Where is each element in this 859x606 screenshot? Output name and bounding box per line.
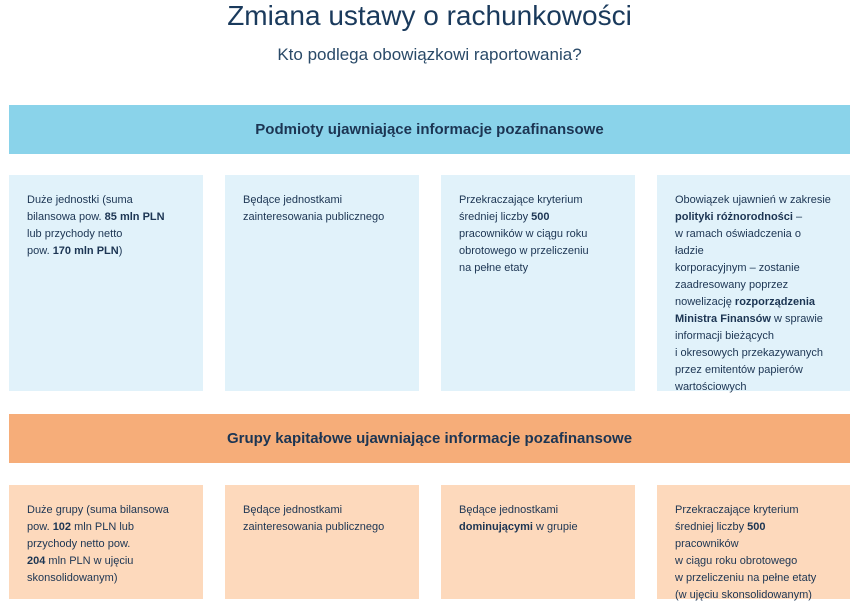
card-text-line: [27, 553, 185, 570]
card-text-line: [243, 519, 401, 536]
group-card-dominant: [441, 485, 635, 599]
card-text-line: [27, 519, 185, 536]
card-text-line: [27, 570, 185, 587]
card-text: bilansowa pow.: [27, 211, 105, 223]
card-text-bold: 170 mln PLN: [52, 245, 119, 257]
card-text: Będące jednostkami: [243, 194, 343, 206]
card-text: Przekraczające kryterium: [675, 504, 799, 516]
section-heading-entities: Podmioty ujawniające informacje pozafinansowe: [9, 105, 850, 154]
card-text-line: [27, 243, 185, 260]
entity-card-large-units: [9, 175, 203, 391]
card-text: Duże grupy (suma bilansowa: [27, 504, 169, 516]
card-text-line: [459, 209, 617, 226]
card-text: pow.: [27, 521, 53, 533]
card-text: Będące jednostkami: [459, 504, 559, 516]
card-text-line: [27, 502, 185, 519]
card-text-bold: dominującymi: [459, 521, 533, 533]
entity-card-employees: [441, 175, 635, 391]
card-text: pow.: [27, 245, 53, 257]
entity-card-public-interest: [225, 175, 419, 391]
section-heading-groups: Grupy kapitałowe ujawniające informacje pozafinansowe: [9, 414, 850, 463]
card-text-bold: Ministra Finansów: [675, 313, 771, 325]
card-text-bold: rozporządzenia: [734, 296, 815, 308]
card-text: w sprawie: [770, 313, 823, 325]
card-text-bold: polityki różnorodności: [675, 211, 793, 223]
card-text: (w ujęciu skonsolidowanym): [675, 589, 812, 601]
card-text-line: [459, 260, 617, 277]
card-text: pracowników: [675, 521, 769, 550]
entity-card-diversity-policy: [657, 175, 850, 391]
card-text-bold: 85 mln PLN: [104, 211, 165, 223]
card-text: korporacyjnym – zostanie: [675, 262, 800, 274]
card-text-line: [459, 502, 617, 519]
card-text: mln PLN lub: [71, 521, 135, 533]
card-text-line: [459, 243, 617, 260]
card-text: w ciągu roku obrotowego: [675, 555, 798, 567]
card-text-line: [675, 328, 832, 345]
page-title: Zmiana ustawy o rachunkowości: [227, 0, 632, 31]
card-text-line: [243, 502, 401, 519]
card-text-line: [675, 209, 832, 226]
card-text: skonsolidowanym): [27, 572, 118, 584]
card-text: zainteresowania publicznego: [243, 521, 385, 533]
card-text-line: [27, 226, 185, 243]
card-text-line: [675, 587, 832, 604]
card-text-line: [675, 519, 832, 553]
card-text: zaadresowany poprzez: [675, 279, 789, 291]
card-text: pracowników w ciągu roku: [459, 228, 588, 240]
card-text: nowelizację: [675, 296, 735, 308]
card-text-line: [243, 209, 401, 226]
card-text-line: [675, 502, 832, 519]
card-text-bold: 500: [747, 521, 766, 533]
card-text-line: [459, 226, 617, 243]
card-text-line: [27, 192, 185, 209]
page-subtitle: Kto podlega obowiązkowi raportowania?: [277, 45, 582, 64]
card-text: informacji bieżących: [675, 330, 775, 342]
card-text-line: [675, 345, 832, 362]
card-text-line: [459, 192, 617, 209]
card-text: średniej liczby: [675, 521, 748, 533]
card-text: i okresowych przekazywanych: [675, 347, 823, 359]
card-text-line: [675, 553, 832, 570]
card-text: średniej liczby: [459, 211, 532, 223]
card-text: –: [792, 211, 803, 223]
card-text: zainteresowania publicznego: [243, 211, 385, 223]
card-text: Obowiązek ujawnień w zakresie: [675, 194, 831, 206]
card-text-bold: 102: [52, 521, 72, 533]
card-text-line: [675, 362, 832, 379]
card-text: ): [118, 245, 123, 257]
card-text-line: [675, 260, 832, 277]
card-text: Duże jednostki (suma: [27, 194, 133, 206]
card-text-line: [675, 379, 832, 396]
card-text: przez emitentów papierów: [675, 364, 803, 376]
card-text: na pełne etaty: [459, 262, 529, 274]
card-text-line: [243, 192, 401, 209]
card-text: mln PLN w ujęciu: [45, 555, 134, 567]
card-text-line: [675, 570, 832, 587]
card-text-line: [675, 294, 832, 311]
card-text: w ramach oświadczenia o ładzie: [675, 228, 805, 257]
card-text-line: [675, 192, 832, 209]
group-card-public-interest: [225, 485, 419, 599]
card-text-line: [675, 226, 832, 260]
card-text: obrotowego w przeliczeniu: [459, 245, 589, 257]
card-text-line: [459, 519, 617, 536]
card-text-bold: 204: [27, 555, 46, 567]
card-text-line: [27, 536, 185, 553]
card-text: Będące jednostkami: [243, 504, 343, 516]
group-card-employees: [657, 485, 850, 599]
card-text-line: [27, 209, 185, 226]
card-text: wartościowych: [675, 381, 747, 393]
card-text: Przekraczające kryterium: [459, 194, 583, 206]
card-text: lub przychody netto: [27, 228, 123, 240]
card-text: przychody netto pow.: [27, 538, 131, 550]
card-text-line: [675, 277, 832, 294]
card-text-bold: 500: [531, 211, 550, 223]
card-text: w grupie: [532, 521, 578, 533]
group-card-large-groups: [9, 485, 203, 599]
card-text-line: [675, 311, 832, 328]
card-text: w przeliczeniu na pełne etaty: [675, 572, 817, 584]
